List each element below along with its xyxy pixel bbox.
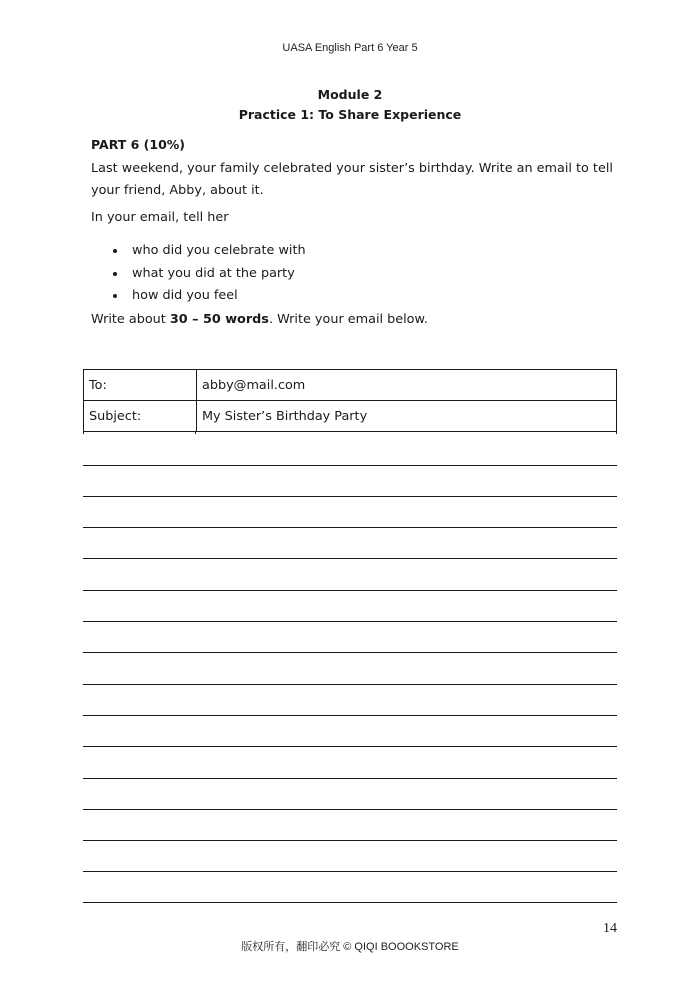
task-instruction: Last weekend, your family celebrated your sister’s birthday. Write an email to tell your friend, Abby, about it.: [91, 161, 613, 198]
word-count-suffix: . Write your email below.: [268, 312, 428, 327]
word-count-range: 30 – 50 words: [169, 312, 269, 327]
writing-line: [83, 527, 617, 528]
page-header: UASA English Part 6 Year 5: [282, 42, 418, 54]
writing-line: [83, 621, 617, 622]
writing-line: [83, 465, 617, 466]
bullet-text: how did you feel: [132, 288, 238, 303]
writing-line: [83, 902, 617, 903]
writing-line: [83, 715, 617, 716]
table-border-stub: [83, 432, 84, 434]
task-prompt: In your email, tell her: [91, 210, 229, 225]
subject-value: My Sister’s Birthday Party: [197, 401, 617, 432]
bullet-text: what you did at the party: [132, 265, 295, 281]
to-label: To:: [84, 370, 197, 401]
writing-line: [83, 558, 617, 559]
table-border-stub: [616, 432, 617, 434]
writing-line: [83, 840, 617, 841]
bullet-dot-icon: [113, 249, 117, 253]
to-value: abby@mail.com: [197, 370, 617, 401]
email-subject-row: [84, 401, 617, 432]
email-header-table: [83, 369, 617, 432]
bullet-list: [91, 242, 306, 310]
writing-line: [83, 746, 617, 747]
bullet-item: [91, 265, 306, 288]
bullet-item: [91, 242, 306, 265]
copyright-footer: 版权所有，翻印必究 © QIQI BOOOKSTORE: [241, 941, 459, 953]
bullet-item: [91, 287, 306, 310]
part-heading: PART 6 (10%): [91, 137, 186, 152]
writing-line: [83, 809, 617, 810]
bullet-dot-icon: [113, 272, 117, 276]
word-count-instruction: [91, 312, 428, 327]
subject-label: Subject:: [84, 401, 197, 432]
bullet-text: who did you celebrate with: [132, 243, 306, 258]
practice-title: Practice 1: To Share Experience: [238, 107, 462, 122]
bullet-dot-icon: [113, 294, 117, 298]
writing-line: [83, 496, 617, 497]
word-count-prefix: Write about: [91, 312, 170, 327]
email-to-row: [84, 370, 617, 401]
writing-line: [83, 871, 617, 872]
writing-line: [83, 684, 617, 685]
module-title: Module 2: [317, 87, 383, 102]
table-border-stub: [195, 432, 196, 434]
writing-line: [83, 590, 617, 591]
page-number: 14: [603, 921, 617, 936]
writing-line: [83, 652, 617, 653]
writing-line: [83, 778, 617, 779]
